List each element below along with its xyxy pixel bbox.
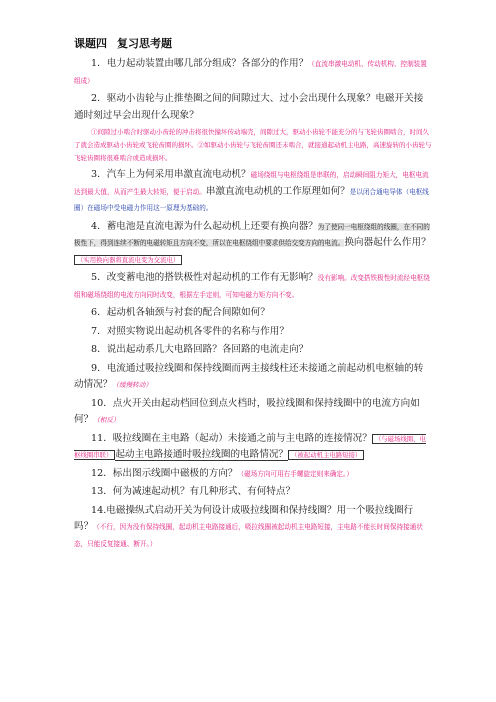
question-5 [74, 270, 432, 303]
question-11 [74, 431, 432, 464]
question-12-text: 12．标出图示线圈中磁极的方向？ [91, 467, 238, 479]
question-1-text: 1．电力起动装置由哪几部分组成？各部分的作用？ [91, 58, 309, 69]
question-4-text-b: 换向器起什么作用？ [344, 237, 431, 248]
question-4-text-a: 4．蓄电池是直流电源为什么起动机上还要有换向器？ [91, 220, 318, 232]
answer-4a: 为了使同一电枢绕组的线圈，在不同的极性下，得到连续不断的电磁转矩且方向不变，所以在电枢绕组中要求供给交变方向的电流。 [74, 222, 430, 247]
question-14-text: 14.电磁操纵式启动开关为何设计成吸拉线圈和保持线圈？用一个吸拉线圈行吗？ [74, 504, 414, 532]
question-12 [74, 466, 432, 483]
question-13-text: 13．何为减速起动机？有几种形式、有何特点？ [91, 486, 296, 497]
answer-1: （直流串激电动机、传动机构、控制装置组成） [74, 60, 427, 85]
title-part1: 课题四 [74, 37, 107, 50]
question-4 [74, 219, 432, 269]
question-2 [74, 91, 432, 124]
question-3-text-a: 3．汽车上为何采用串激直流电动机？ [91, 169, 251, 180]
question-8-text: 8．说出起动系几大电路回路？各回路的电流走向？ [91, 344, 309, 355]
question-7 [74, 324, 432, 341]
title-part2: 复习思考题 [117, 37, 172, 50]
question-6-text: 6．起动机各轴颈与衬套的配合间隙如何？ [91, 307, 270, 318]
question-3 [74, 167, 432, 217]
answer-12: （磁场方向可用右手螺旋定则来确定。） [237, 469, 353, 478]
question-2-text: 2．驱动小齿轮与止推垫圈之间的间隙过大、过小会出现什么现象？电磁开关接通时刻过早会出现什么现象？ [74, 93, 424, 121]
question-5-text: 5．改变蓄电池的搭铁极性对起动机的工作有无影响？ [91, 272, 318, 283]
answer-9: （缓慢转动） [112, 381, 152, 389]
answer-14: （不行，因为没有保持线圈，起动机主电路接通后，吸拉线圈被起动机主电路短接，主电路不能长时间保持接通状态，只能反复接通、断开。） [74, 523, 423, 548]
question-9 [74, 361, 432, 394]
answer-2 [74, 126, 432, 165]
answer-3b: 是以闭合通电导体（电枢线圈）在磁场中受电磁力作用这一原理为基础的。 [74, 187, 429, 212]
question-6 [74, 305, 432, 322]
question-8 [74, 342, 432, 359]
question-9-text: 9．电流通过吸拉线圈和保持线圈而两主接线柱还未接通之前起动机电枢轴的转动情况？ [74, 362, 424, 390]
question-13 [74, 484, 432, 501]
question-11-text-a: 11．吸拉线圈在主电路（起动）未接通之前与主电路的连接情况？ [91, 432, 372, 444]
answer-3a: 磁场绕组与电枢绕组是串联的，启动瞬间阻力矩大，电枢电流达到最大值，从而产生最大转矩，便于启动。 [74, 171, 429, 196]
question-11-text-b: 起动主电路接通时吸拉线圈的电路情况？ [115, 449, 289, 460]
question-14 [74, 503, 432, 553]
question-7-text: 7．对照实物说出起动机各零件的名称与作用？ [91, 325, 289, 337]
answer-11a: （与磁场线圈、电枢线圈串联） [74, 434, 426, 459]
answer-4b: （实用换向器将直流电变为交流电） [74, 255, 182, 265]
answer-2-text: ①间隙过小啮合时驱动小齿轮的冲击将很快撞坏传动端壳，间隙过大，驱动小齿轮不能充分的与飞轮齿圈啮合，时间久了就会造成驱动小齿轮或飞轮齿圈的损坏。②如驱动小齿轮与飞轮齿圈还未啮合，就接通起动机主电路，高速旋转的小齿轮与飞轮齿圈将很难啮合或造成损坏。 [74, 128, 432, 162]
question-10 [74, 396, 432, 429]
question-3-text-b: 串激直流电动机的工作原理如何？ [205, 185, 350, 197]
document-content [74, 36, 432, 554]
question-1 [74, 56, 432, 89]
answer-11b: （被起动机主电路短接） [288, 450, 364, 460]
answer-10: （相反） [93, 416, 120, 424]
answer-5: 没有影响。改变搭铁极性时流经电枢绕组和磁场绕组的电流方向同时改变，根据左手定则，可知电磁力矩方向不变。 [74, 274, 430, 299]
page-title [74, 36, 432, 52]
question-10-text: 10．点火开关由起动档回位到点火档时，吸拉线圈和保持线圈中的电流方向如何？ [74, 397, 420, 425]
